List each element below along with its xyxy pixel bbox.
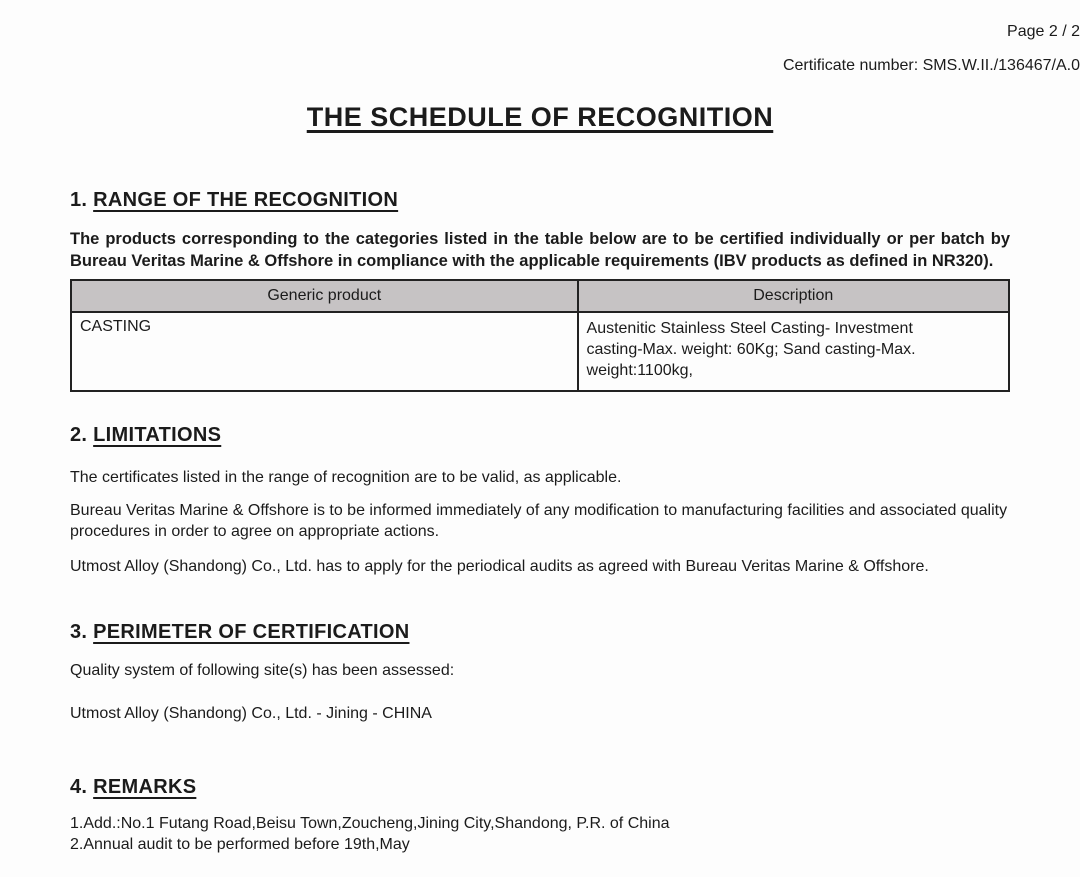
recognition-products-table — [70, 279, 1010, 392]
column-header-generic-product: Generic product — [71, 280, 578, 312]
column-header-description: Description — [578, 280, 1009, 312]
section-heading-remarks — [70, 776, 1010, 799]
document-content — [0, 189, 1080, 855]
section-heading-range-of-recognition — [70, 189, 1010, 212]
perimeter-paragraph-1: Quality system of following site(s) has been assessed: — [70, 662, 455, 679]
section-heading-text: PERIMETER OF CERTIFICATION — [93, 621, 410, 643]
remark-line-1: 1.Add.:No.1 Futang Road,Beisu Town,Zoucheng,Jining City,Shandong, P.R. of China — [70, 815, 670, 832]
section-number: 2. — [70, 424, 94, 446]
certificate-number: Certificate number: SMS.W.II./136467/A.0 — [782, 57, 1080, 74]
section-heading-text: RANGE OF THE RECOGNITION — [93, 189, 399, 211]
limitations-paragraph-2: Bureau Veritas Marine & Offshore is to be informed immediately of any modification to manufacturing facilities and associated quality procedures in order to agree on appropriate actions. — [70, 502, 1008, 540]
section-number: 3. — [70, 621, 94, 643]
cell-description-text: Austenitic Stainless Steel Casting- Investment casting-Max. weight: 60Kg; Sand casting-Max. weight:1100kg, — [586, 320, 916, 379]
page-number: Page 2 / 2 — [1007, 23, 1080, 40]
document-title — [0, 102, 1080, 133]
cell-description — [578, 312, 1009, 391]
limitations-paragraph-3: Utmost Alloy (Shandong) Co., Ltd. has to apply for the periodical audits as agreed with Bureau Veritas Marine & Offshore. — [70, 558, 929, 575]
cell-generic-product: CASTING — [71, 312, 578, 391]
range-intro-paragraph: The products corresponding to the categories listed in the table below are to be certified individually or per batch by Bureau Veritas Marine & Offshore in compliance with the applicable requirements (IBV products as defined in NR320). — [70, 230, 1010, 270]
table-row — [71, 312, 1009, 391]
section-heading-limitations — [70, 424, 1010, 447]
section-number: 4. — [70, 776, 94, 798]
section-heading-text: REMARKS — [93, 776, 197, 798]
perimeter-site-line: Utmost Alloy (Shandong) Co., Ltd. - Jining - CHINA — [70, 705, 432, 722]
document-header — [0, 0, 1080, 76]
section-heading-text: LIMITATIONS — [93, 424, 222, 446]
remark-line-2: 2.Annual audit to be performed before 19th,May — [70, 836, 410, 853]
remarks-block — [70, 813, 1010, 855]
section-number: 1. — [70, 189, 94, 211]
section-heading-perimeter-of-certification — [70, 621, 1010, 644]
table-header-row — [71, 280, 1009, 312]
document-title-text: THE SCHEDULE OF RECOGNITION — [306, 102, 774, 132]
limitations-paragraph-1: The certificates listed in the range of recognition are to be valid, as applicable. — [70, 469, 622, 486]
